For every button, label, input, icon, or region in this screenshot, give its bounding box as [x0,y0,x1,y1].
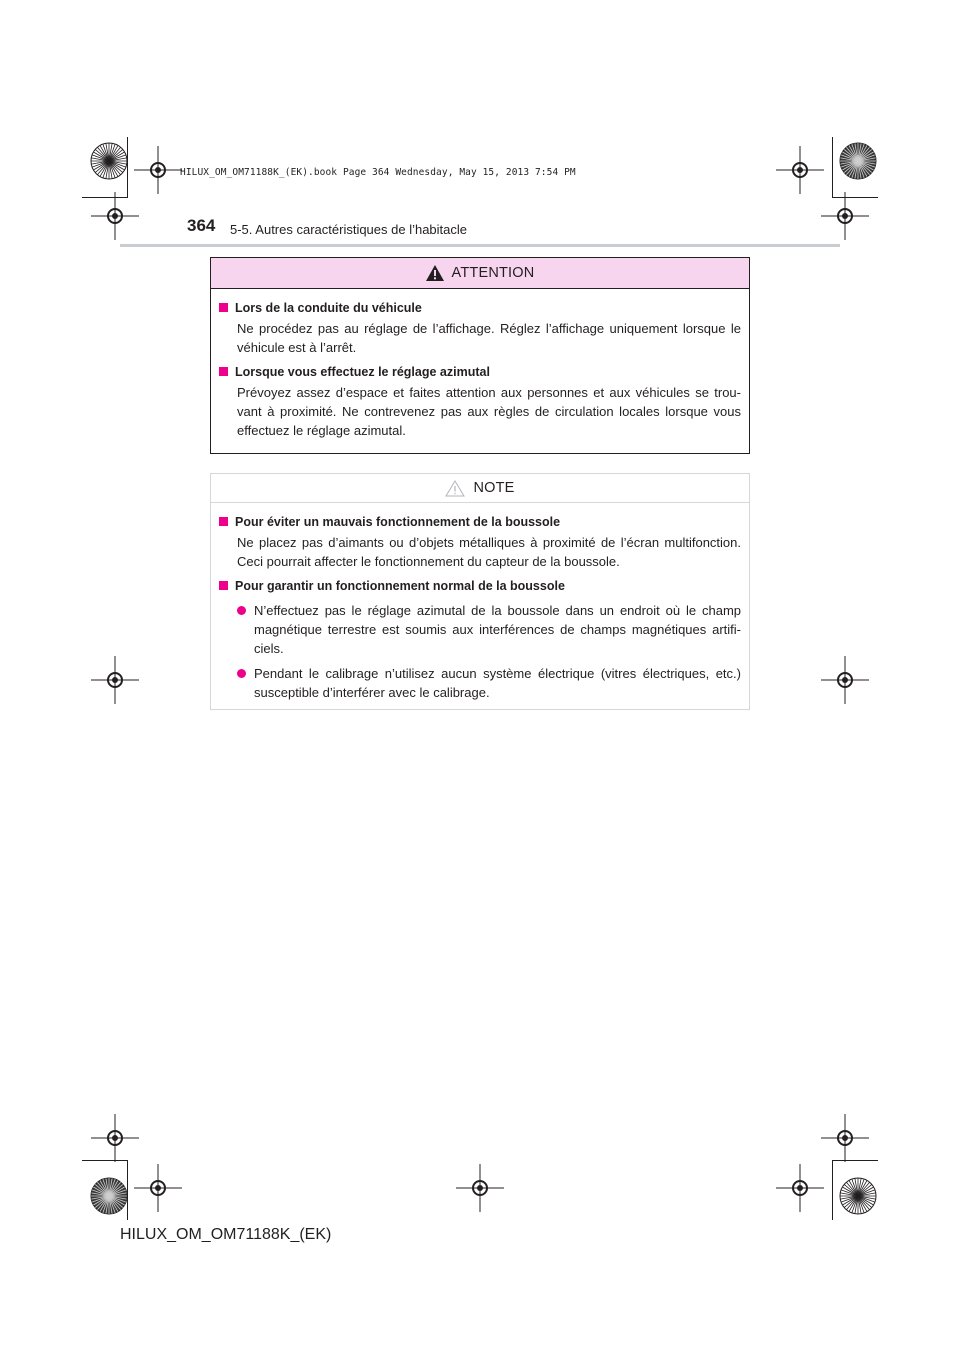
registration-crosshair-icon [821,1114,869,1162]
note-item [219,513,741,571]
registration-crosshair-icon [134,146,182,194]
note-bullet [237,601,741,658]
section-title: 5-5. Autres caractéristiques de l’habitacle [230,222,468,237]
attention-item-text: Prévoyez assez d’espace et faites attention aux personnes et aux véhicules se trou-vant à proximité. Ne contrevenez pas aux règles de circulation locales lorsque vous effectuez le réglage azimutal. [237,385,741,438]
registration-crosshair-icon [776,1164,824,1212]
starburst-mark-icon [90,142,128,180]
attention-item [219,363,741,440]
registration-crosshair-icon [91,1114,139,1162]
starburst-mark-icon [839,142,877,180]
note-header [211,474,749,503]
note-box [210,473,750,710]
registration-crosshair-icon [456,1164,504,1212]
book-info-line: HILUX_OM_OM71188K_(EK).book Page 364 Wednesday, May 15, 2013 7:54 PM [180,167,576,178]
registration-crosshair-icon [821,656,869,704]
header-rule [120,244,840,247]
note-item-text: Ne placez pas d’aimants ou d’objets métalliques à proximité de l’écran multifonction. Ceci pourrait affecter le fonctionnement du capteur de la boussole. [237,535,741,569]
note-item-title: Pour garantir un fonctionnement normal de la boussole [235,579,565,593]
square-bullet-icon [219,517,228,526]
caution-outline-triangle-icon [445,480,465,497]
attention-label: ATTENTION [451,265,535,281]
note-item-title: Pour éviter un mauvais fonctionnement de la boussole [235,515,561,529]
square-bullet-icon [219,581,228,590]
footer-manual-code: HILUX_OM_OM71188K_(EK) [120,1226,332,1243]
registration-crosshair-icon [91,656,139,704]
attention-item-title: Lors de la conduite du véhicule [235,301,422,315]
attention-body [211,289,749,440]
crop-line [832,137,833,197]
circle-bullet-icon [237,606,246,615]
starburst-mark-icon [839,1177,877,1215]
note-bullet-text: N’effectuez pas le réglage azimutal de la boussole dans un endroit où le champ magnétique terrestre est soumis aux interférences de champs magnétiques artifi-ciels. [254,603,741,656]
attention-header [211,258,749,289]
registration-crosshair-icon [91,192,139,240]
note-bullet-text: Pendant le calibrage n’utilisez aucun système électrique (vitres électriques, etc.) susceptible d’interférer avec le calibrage. [254,666,741,700]
registration-crosshair-icon [134,1164,182,1212]
square-bullet-icon [219,303,228,312]
attention-item-text: Ne procédez pas au réglage de l’affichage. Réglez l’affichage uniquement lorsque le véhicule est à l’arrêt. [237,321,741,355]
crop-line [832,1160,833,1220]
starburst-mark-icon [90,1177,128,1215]
note-bullet [237,664,741,702]
attention-item [219,299,741,357]
note-item [219,577,741,702]
circle-bullet-icon [237,669,246,678]
square-bullet-icon [219,367,228,376]
attention-item-title: Lorsque vous effectuez le réglage azimutal [235,365,490,379]
registration-crosshair-icon [776,146,824,194]
warning-triangle-icon [426,265,444,281]
registration-crosshair-icon [821,192,869,240]
note-label: NOTE [473,480,515,496]
page-number: 364 [187,216,216,235]
attention-box [210,257,750,454]
note-body [211,503,749,702]
